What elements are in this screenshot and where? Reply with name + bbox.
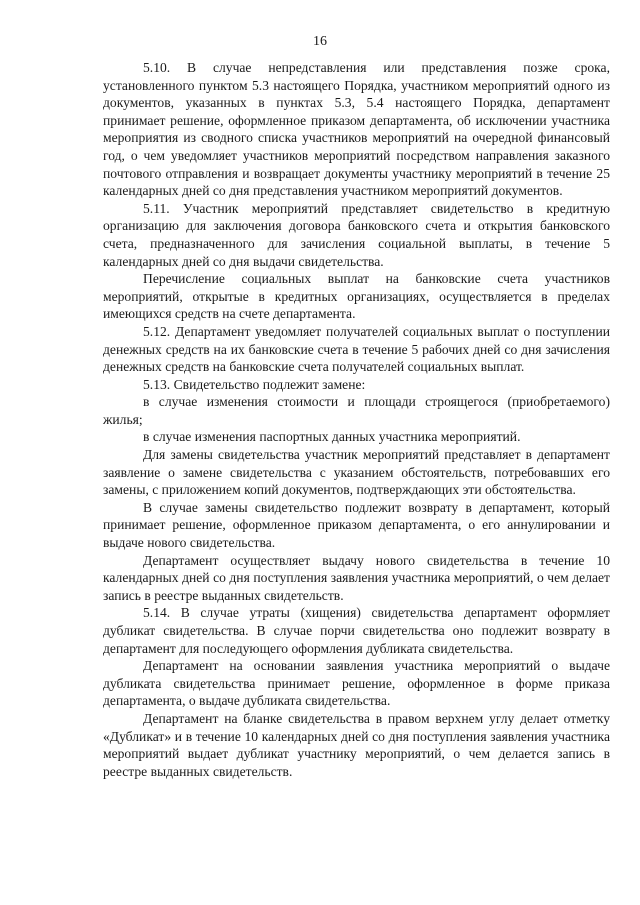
- paragraph-replacement-application: Для замены свидетельства участник мероприятий представляет в департамент заявление о замене свидетельства с указанием обстоятельств, потребовавших его замены, с приложением копий документов, подтверждающих эти обстоятельства.: [103, 447, 610, 498]
- page-number: 16: [313, 34, 327, 49]
- paragraph-replacement-reason-cost: в случае изменения стоимости и площади строящегося (приобретаемого) жилья;: [103, 394, 610, 427]
- paragraph-replacement-return: В случае замены свидетельство подлежит возврату в департамент, который принимает решение, оформленное приказом департамента, о его аннулировании и выдаче нового свидетельства.: [103, 499, 610, 551]
- paragraph-new-certificate-issue: Департамент осуществляет выдачу нового свидетельства в течение 10 календарных дней со дня поступления заявления участника мероприятий, о чем делает запись в реестре выданных свидетельств.: [103, 552, 610, 603]
- paragraph-replacement-reason-passport: в случае изменения паспортных данных участника мероприятий.: [143, 429, 521, 445]
- paragraph-transfer-payments: Перечисление социальных выплат на банковские счета участников мероприятий, открытые в кредитных организациях, осуществляется в пределах имеющихся средств на счете департамента.: [103, 271, 610, 322]
- paragraph-5-13: 5.13. Свидетельство подлежит замене:: [143, 376, 366, 392]
- paragraph-5-12: 5.12. Департамент уведомляет получателей социальных выплат о поступлении денежных средств на их банковские счета в течение 5 рабочих дней со дня зачисления денежных средств на банковские счета получателей социальных выплат.: [103, 323, 610, 375]
- paragraph-5-10: 5.10. В случае непредставления или представления позже срока, установленного пунктом 5.3 настоящего Порядка, участником мероприятий одного из документов, указанных в пунктах 5.3, 5.4 настоящего Порядка, департамент принимает решение, оформленное приказом департамента, об исключении участника мероприятия из сводного списка участников мероприятий на очередной финансовый год, о чем уведомляет участников мероприятий посредством направления заказного почтового отправления и возвращает документы участнику мероприятий в течение 25 календарных дней со дня представления участником мероприятий документов.: [103, 60, 610, 199]
- paragraph-5-11: 5.11. Участник мероприятий представляет свидетельство в кредитную организацию для заключения договора банковского счета и открытия банковского счета, предназначенного для зачисления социальной выплаты, в течение 5 календарных дней со дня выдачи свидетельства.: [103, 200, 610, 269]
- document-body: [103, 59, 610, 780]
- paragraph-5-14: 5.14. В случае утраты (хищения) свидетельства департамент оформляет дубликат свидетельства. В случае порчи свидетельства оно подлежит возврату в департамент для последующего оформления дубликата свидетельства.: [103, 605, 610, 656]
- paragraph-duplicate-decision: Департамент на основании заявления участника мероприятий о выдаче дубликата свидетельства принимает решение, оформленное в форме приказа департамента, о выдаче дубликата свидетельства.: [103, 658, 610, 709]
- paragraph-duplicate-issue: Департамент на бланке свидетельства в правом верхнем углу делает отметку «Дубликат» и в течение 10 календарных дней со дня поступления заявления участника мероприятий выдает дубликат участнику мероприятий, о чем делается запись в реестре выданных свидетельств.: [103, 710, 610, 779]
